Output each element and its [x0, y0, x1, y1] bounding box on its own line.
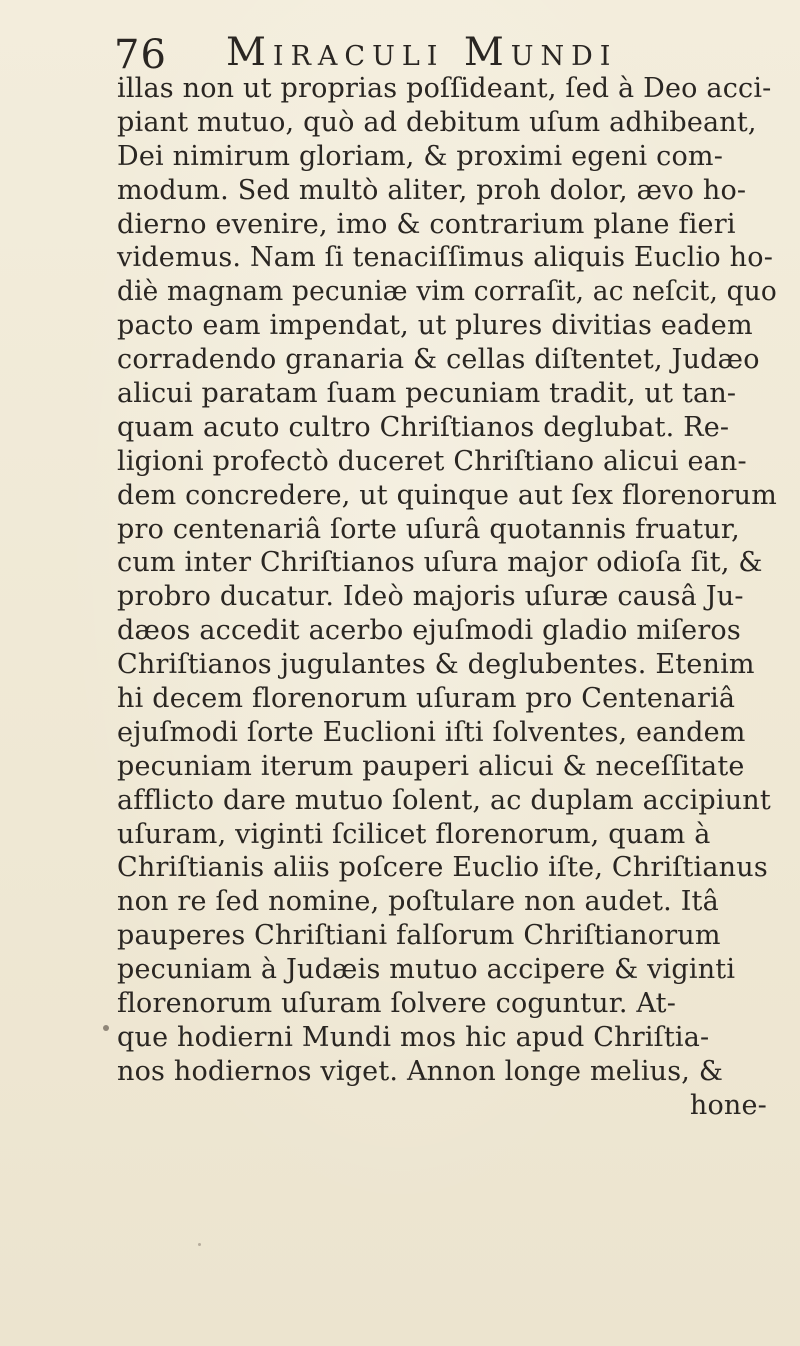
text-line: modum. Sed multò aliter, proh dolor, ævo ho- — [117, 174, 747, 206]
ink-speck — [103, 1025, 109, 1031]
text-line: hi decem florenorum uſuram pro Centenariâ — [117, 683, 736, 715]
text-line: Chriſtianis aliis poſcere Euclio iſte, Chriſtianus — [117, 852, 768, 884]
text-line: pro centenariâ ſorte uſurâ quotannis fruatur, — [117, 513, 740, 545]
text-line: dæos accedit acerbo ejuſmodi gladio miſeros — [117, 615, 741, 647]
text-line: pacto eam impendat, ut plures divitias eadem — [117, 310, 753, 342]
text-line: ejuſmodi ſorte Euclioni iſti ſolventes, eandem — [117, 716, 746, 748]
text-line: quam acuto cultro Chriſtianos deglubat. Re- — [117, 411, 730, 443]
ink-speck — [198, 1243, 201, 1246]
text-line: Dei nimirum gloriam, & proximi egeni com- — [117, 140, 724, 172]
text-line: piant mutuo, quò ad debitum uſum adhibeant, — [117, 106, 757, 138]
text-line: non re ſed nomine, poſtulare non audet. Itâ — [117, 886, 719, 918]
text-line: cum inter Chriſtianos uſura major odioſa ſit, & — [117, 547, 763, 579]
text-line: dem concredere, ut quinque aut ſex florenorum — [117, 479, 777, 511]
text-line: videmus. Nam ſi tenaciſſimus aliquis Euclio ho- — [117, 242, 774, 274]
text-line: pecuniam iterum pauperi alicui & neceſſitate — [117, 750, 745, 782]
page-number: 76 — [114, 32, 167, 78]
text-line: diè magnam pecuniæ vim corraſit, ac neſcit, quo — [117, 276, 777, 308]
text-line: Chriſtianos jugulantes & deglubentes. Etenim — [117, 649, 755, 681]
body-text — [117, 72, 777, 1123]
text-line: afflicto dare mutuo ſolent, ac duplam accipiunt — [117, 784, 771, 816]
text-line: florenorum uſuram ſolvere coguntur. At- — [117, 988, 677, 1020]
text-line: pauperes Chriſtiani falſorum Chriſtianorum — [117, 920, 721, 952]
text-line: nos hodiernos viget. Annon longe melius, & — [117, 1055, 724, 1087]
text-line: pecuniam à Judæis mutuo accipere & viginti — [117, 954, 736, 986]
text-line: alicui paratam ſuam pecuniam tradit, ut tan- — [117, 378, 737, 410]
text-line: que hodierni Mundi mos hic apud Chriſtia- — [117, 1021, 710, 1053]
catchword: hone- — [689, 1089, 767, 1121]
text-line: illas non ut proprias poſſideant, ſed à Deo acci- — [117, 73, 772, 104]
text-line: ligioni profectò duceret Chriſtiano alicui ean- — [117, 445, 747, 477]
running-head: Miraculi Mundi — [226, 30, 618, 75]
text-line: corradendo granaria & cellas diſtentet, Judæo — [117, 344, 760, 376]
text-line: probro ducatur. Ideò majoris uſuræ causâ Ju- — [117, 581, 744, 613]
text-line: dierno evenire, imo & contrarium plane fieri — [117, 208, 736, 240]
text-line: uſuram, viginti ſcilicet florenorum, quam à — [117, 818, 711, 850]
